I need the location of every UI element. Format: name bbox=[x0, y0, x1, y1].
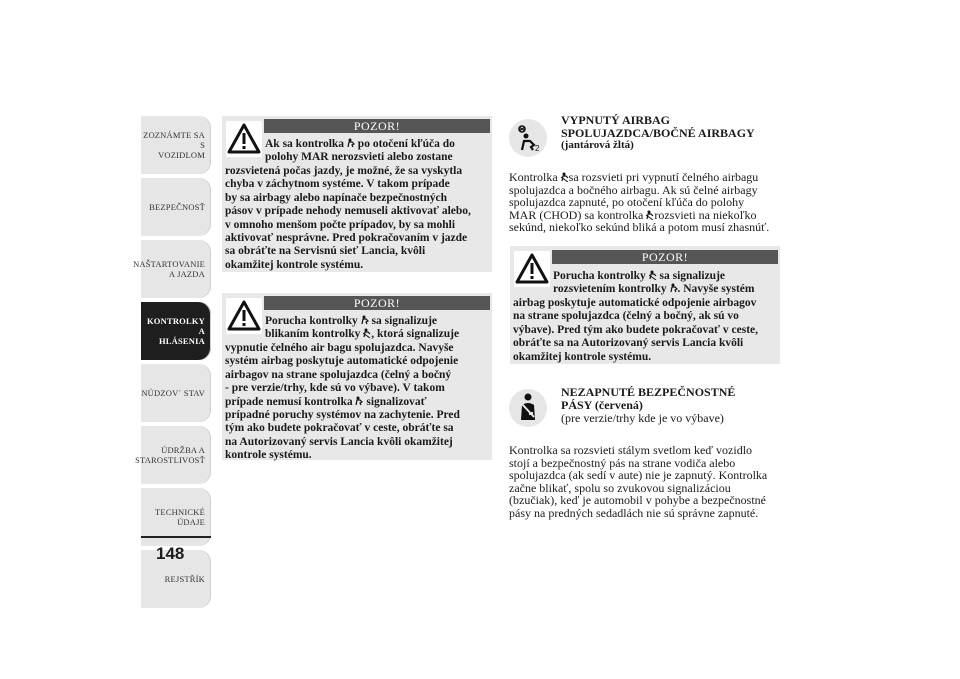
warning-title: POZOR! bbox=[552, 250, 778, 264]
warning-triangle-icon bbox=[514, 251, 550, 287]
airbag-off-icon bbox=[508, 118, 548, 158]
tab-emergency[interactable]: NÚDZOV´ STAV bbox=[141, 364, 211, 422]
warning-box-2 bbox=[222, 293, 492, 460]
warning-3-intro: Porucha kontrolky sa signalizuje rozsvietením kontrolky . Navyše systém bbox=[553, 270, 755, 296]
warning-3-body: airbag poskytuje automatické odpojenie airbagov na strane spolujazdca (čelný a bočný, ak sú vo výbave). Pred tým ako budete pokračovať v ceste, obráťte sa na Autorizovaný servis Lancia kvôli okamžitej kontrole systému. bbox=[513, 297, 759, 363]
tab-index[interactable]: REJSTŘÍK bbox=[141, 550, 211, 608]
section-1-heading: VYPNUTÝ AIRBAG SPOLUJAZDCA/BOČNÉ AIRBAGY (jantárová žltá) bbox=[561, 113, 755, 151]
warning-title: POZOR! bbox=[264, 119, 490, 133]
warning-1-body: rozsvietená počas jazdy, je možné, že sa vyskytla chyba v záchytnom systéme. V takom prípade by sa airbagy alebo napínače bezpečnostných pásov v prípade nehody nemuseli aktivovať alebo, v omnoho menšom počte prípadov, by sa mohli aktivovať nesprávne. Pred pokračovaním v jazde sa obráťte na Servisnú sieť Lancia, kvôli okamžitej kontrole systému. bbox=[225, 165, 471, 271]
warning-box-1 bbox=[222, 116, 492, 272]
airbag-off-icon bbox=[561, 172, 569, 182]
warning-1-intro: Ak sa kontrolka po otočení kľúča do polohy MAR nerozsvieti alebo zostane bbox=[265, 138, 455, 164]
tab-safety[interactable]: BEZPEČNOSŤ bbox=[141, 178, 211, 236]
seatbelt-icon bbox=[508, 388, 548, 428]
airbag-warning-icon bbox=[347, 138, 355, 148]
airbag-warning-icon bbox=[355, 396, 363, 406]
tab-vehicle[interactable]: ZOZNÁMTE SA S VOZIDLOM bbox=[141, 116, 211, 174]
warning-2-intro: Porucha kontrolky sa signalizuje blikaním kontrolky , ktorá signalizuje bbox=[265, 315, 460, 341]
tab-warning-lights[interactable]: KONTROLKY A HLÁSENIA bbox=[141, 302, 211, 360]
page-number: 148 bbox=[156, 544, 185, 563]
tab-starting[interactable]: NAŠTARTOVANIE A JAZDA bbox=[141, 240, 211, 298]
page-rule bbox=[141, 536, 211, 538]
tab-technical[interactable]: TECHNICKÉ ÚDAJE bbox=[141, 488, 211, 546]
section-2-text: Kontrolka sa rozsvieti stálym svetlom keď vozidlo stojí a bezpečnostný pás na strane vodiča alebo spolujazdca (ak sedí v aute) nie je zapnutý. Kontrolka začne blikať, spolu so zvukovou signalizáciou (bzučiak), keď je automobil v pohybe a bezpečnostné pásy na predných sedadlách nie sú správne zapnuté. bbox=[509, 443, 768, 520]
airbag-warning-icon bbox=[361, 315, 369, 325]
warning-triangle-icon bbox=[226, 298, 262, 334]
airbag-warning-icon bbox=[670, 283, 678, 293]
tab-maintenance[interactable]: ÚDRŽBA A STAROSTLIVOSŤ bbox=[141, 426, 211, 484]
svg-text:2: 2 bbox=[535, 144, 540, 153]
warning-box-3 bbox=[510, 246, 780, 364]
warning-title: POZOR! bbox=[264, 296, 490, 310]
airbag-off-icon bbox=[649, 270, 657, 280]
section-2-heading: NEZAPNUTÉ BEZPEČNOSTNÉ PÁSY (červená) bbox=[561, 385, 736, 412]
warning-triangle-icon bbox=[226, 121, 262, 157]
section-2-subheading: (pre verzie/trhy kde je vo výbave) bbox=[561, 411, 724, 425]
section-1-text: Kontrolka sa rozsvieti pri vypnutí čelného airbagu spolujazdca a bočného airbagu. Ak sú čelné airbagy spolujazdca zapnuté, po otočení kľúča do polohy MAR (CHOD) sa kontrolka rozsvieti na niekoľko sekúnd, niekoľko sekúnd bliká a potom musí zhasnúť. bbox=[509, 170, 770, 235]
warning-2-body: vypnutie čelného air bagu spolujazdca. Navyše systém airbag poskytuje automatické odpojenie airbagov na strane spolujazdca (čelný a bočný - pre verzie/trhy, kde sú vo výbave). V takom prípade nemusí kontrolka signalizovať prípadné poruchy systémov na zachytenie. Pred tým ako budete pokračovať v ceste, obráťte sa na Autorizovaný servis Lancia kvôli okamžitej kontrole systému. bbox=[225, 342, 460, 462]
